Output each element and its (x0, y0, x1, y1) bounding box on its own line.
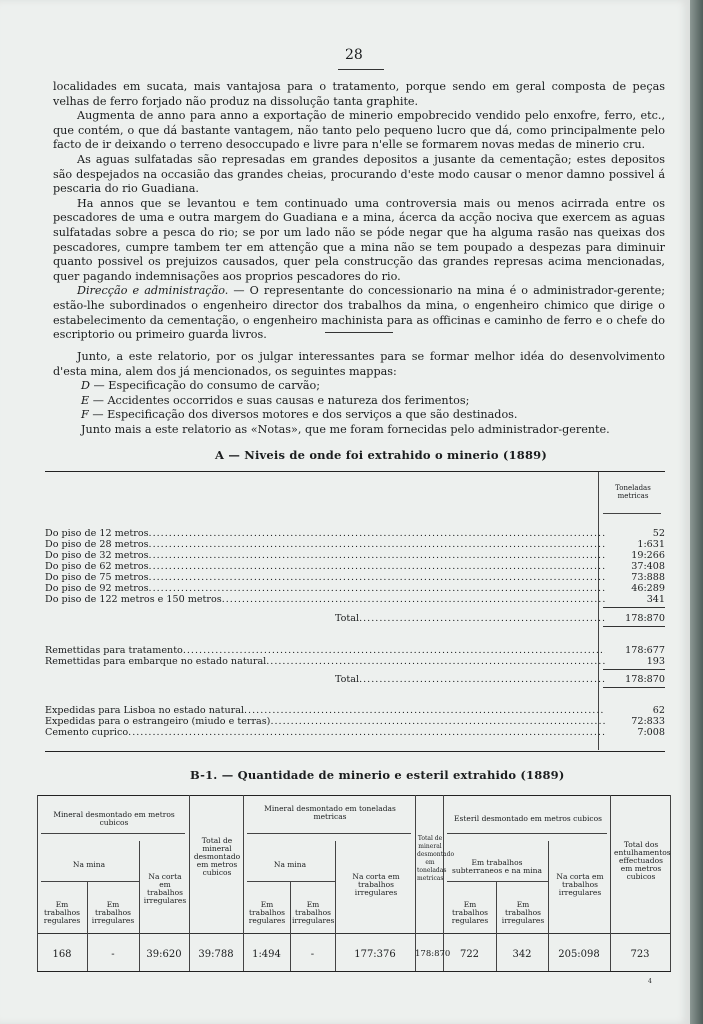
group-header: Esteril desmontado em metros cubicos (454, 814, 602, 823)
na-mina-header: Na mina (273, 860, 307, 869)
table-b-value: 722 (459, 949, 480, 960)
table-value: 7:008 (637, 727, 665, 738)
table-b (37, 795, 671, 973)
table-a-title: A — Niveis de onde foi extrahido o minerio (1889) (215, 448, 548, 462)
table-a-body (45, 528, 665, 758)
table-row: Expedidas para Lisboa no estado natural ..... (45, 705, 605, 716)
table-row: Do piso de 12 metros ..... (45, 528, 605, 539)
paragraph: As aguas sulfatadas são represadas em grandes depositos a jusante da cementação; estes depositos são despejados na occasião das grandes cheias, procurando d'este modo causar o menor damno possivel á pescaria do rio Guadiana. (53, 152, 665, 196)
paragraph: Ha annos que se levantou e tem continuado uma controversia mais ou menos acirrada entre os pescadores de uma e outra margem do Guadiana e a mina, ácerca da acção nociva que exercem as aguas sulfatadas sobre a pesca do rio; se por um lado não se póde negar que ha alguma rasão nas queixas dos pescadores, cumpre tambem ter em attenção que a mina não se tem poupado a despezas para diminuir quanto possivel os prejuizos causados, quer pela construcção das grandes represas acima mencionadas, quer pagando indemnisações aos proprios pescadores do rio. (53, 196, 665, 283)
total-header: Total de mineral desmontado em metros cubicos (193, 836, 241, 877)
col-regulares: Em trabalhos regulares (43, 900, 81, 925)
table-b-value: 205:098 (558, 949, 600, 960)
table-b-value: 39:620 (146, 949, 182, 960)
table-b-title: B-1. — Quantidade de minerio e esteril extrahido (1889) (190, 768, 565, 782)
table-value: 37:408 (631, 561, 665, 572)
map-list-item: F — Especificação dos diversos motores e dos serviços a que são destinados. (81, 408, 518, 422)
total-row: Total ..... (335, 674, 605, 685)
table-value: 73:888 (631, 572, 665, 583)
col-irregulares: Em trabalhos irregulares (501, 900, 545, 925)
table-value: 46:289 (631, 583, 665, 594)
table-row: Do piso de 75 metros ..... (45, 572, 605, 583)
na-corta-header: Na corta em trabalhos irregulares (556, 872, 604, 897)
page-number: 28 (345, 47, 363, 63)
unit-header-rule (603, 513, 661, 514)
page-number-rule (338, 69, 384, 70)
table-value: 1:631 (637, 539, 665, 550)
total-rule (603, 626, 665, 627)
col-regulares: Em trabalhos regulares (248, 900, 286, 925)
na-corta-header: Na corta em trabalhos irregulares (352, 872, 400, 897)
col-irregulares: Em trabalhos irregulares (91, 900, 135, 925)
section-separator (325, 332, 393, 333)
group-header: Mineral desmontado em metros cubicos (53, 810, 175, 827)
na-mina-header: Na mina (72, 860, 106, 869)
table-b-value: 39:788 (198, 949, 234, 960)
table-value: 62 (652, 705, 665, 716)
group-header: Mineral desmontado em toneladas metricas (264, 804, 396, 821)
table-row: Do piso de 92 metros ..... (45, 583, 605, 594)
table-row: Remettidas para embarque no estado natural ..... (45, 656, 605, 667)
book-edge (690, 0, 703, 1024)
table-b-value: 723 (630, 949, 650, 960)
table-b-value: - (111, 949, 115, 960)
table-a-top-rule (45, 471, 665, 472)
table-b-value: - (310, 949, 315, 960)
table-b-value: 177:376 (354, 949, 396, 960)
na-corta-header: Na corta em trabalhos irregulares (143, 872, 187, 905)
table-value: 52 (652, 528, 665, 539)
table-a-bottom-rule (45, 751, 665, 752)
total-rule (603, 687, 665, 688)
subterraneos-header: Em trabalhos subterraneos e na mina (452, 858, 542, 875)
total-value: 178:870 (625, 613, 665, 624)
table-b-value: 1:494 (252, 949, 281, 960)
col-regulares: Em trabalhos regulares (451, 900, 489, 925)
footer-mark: 4 (648, 978, 652, 985)
direccao-text: — O representante do concessionario na mina é o administrador-gerente; estão-lhe subordinados o engenheiro director dos trabalhos da mina, o engenheiro chimico que dirige o estabelecimento da cementação, o engenheiro machinista para as officinas e caminho de ferro e o chefe do escriptorio ou primeiro guarda livros. (53, 284, 665, 342)
table-value: 72:833 (631, 716, 665, 727)
paragraph-direccao (53, 284, 665, 342)
paragraph: localidades em sucata, mais vantajosa para o tratamento, porque sendo em geral composta de peças velhas de ferro forjado não produz na dissolução tanta graphite. (53, 80, 665, 108)
col-irregulares: Em trabalhos irregulares (292, 900, 335, 925)
table-b-value: 178:870 (415, 949, 451, 959)
table-row: Remettidas para tratamento ..... (45, 645, 605, 656)
table-b-value: 342 (512, 949, 532, 960)
table-b-value: 168 (52, 949, 72, 960)
total-entulhamentos-header: Total dos entulhamentos effectuados em metros cubicos (614, 840, 671, 881)
total-ton-header: Total de mineral desmontado em toneladas metricas (417, 835, 455, 882)
body-text (53, 80, 665, 343)
sum-rule (603, 607, 665, 608)
unit-header: Toneladas metricas (615, 484, 651, 500)
table-row: Do piso de 28 metros ..... (45, 539, 605, 550)
direccao-heading: Direcção e administração. (77, 284, 229, 298)
table-value: 178:677 (625, 645, 665, 656)
paragraph: Augmenta de anno para anno a exportação de minerio empobrecido vendido pelo enxofre, ferro, etc., que contém, o que dá bastante vantagem, não tanto pelo pequeno lucro que dá, como principalmente pelo facto de ir deixando o terreno desoccupado e livre para n'elle se formarem novas medas de minerio cru. (53, 109, 665, 152)
sum-rule (603, 669, 665, 670)
junto-block (53, 350, 665, 438)
table-value: 193 (646, 656, 665, 667)
table-value: 341 (646, 594, 665, 605)
table-row: Expedidas para o estrangeiro (miudo e terras) ..... (45, 716, 605, 727)
map-list-item: E — Accidentes occorridos e suas causas e natureza dos ferimentos; (81, 393, 470, 407)
table-value: 19:266 (631, 550, 665, 561)
total-value: 178:870 (625, 674, 665, 685)
table-row: Cemento cuprico ..... (45, 727, 605, 738)
total-row: Total ..... (335, 613, 605, 624)
junto-intro: Junto, a este relatorio, por os julgar interessantes para se formar melhor idéa do desenvolvimento d'esta mina, alem dos já mencionados, os seguintes mappas: (53, 350, 665, 378)
table-row: Do piso de 62 metros ..... (45, 561, 605, 572)
table-row: Do piso de 32 metros ..... (45, 550, 605, 561)
table-row: Do piso de 122 metros e 150 metros ..... (45, 594, 605, 605)
notas-line: Junto mais a este relatorio as «Notas», que me foram fornecidas pelo administrador-gerente. (81, 422, 610, 436)
map-list-item: D — Especificação do consumo de carvão; (81, 379, 321, 393)
